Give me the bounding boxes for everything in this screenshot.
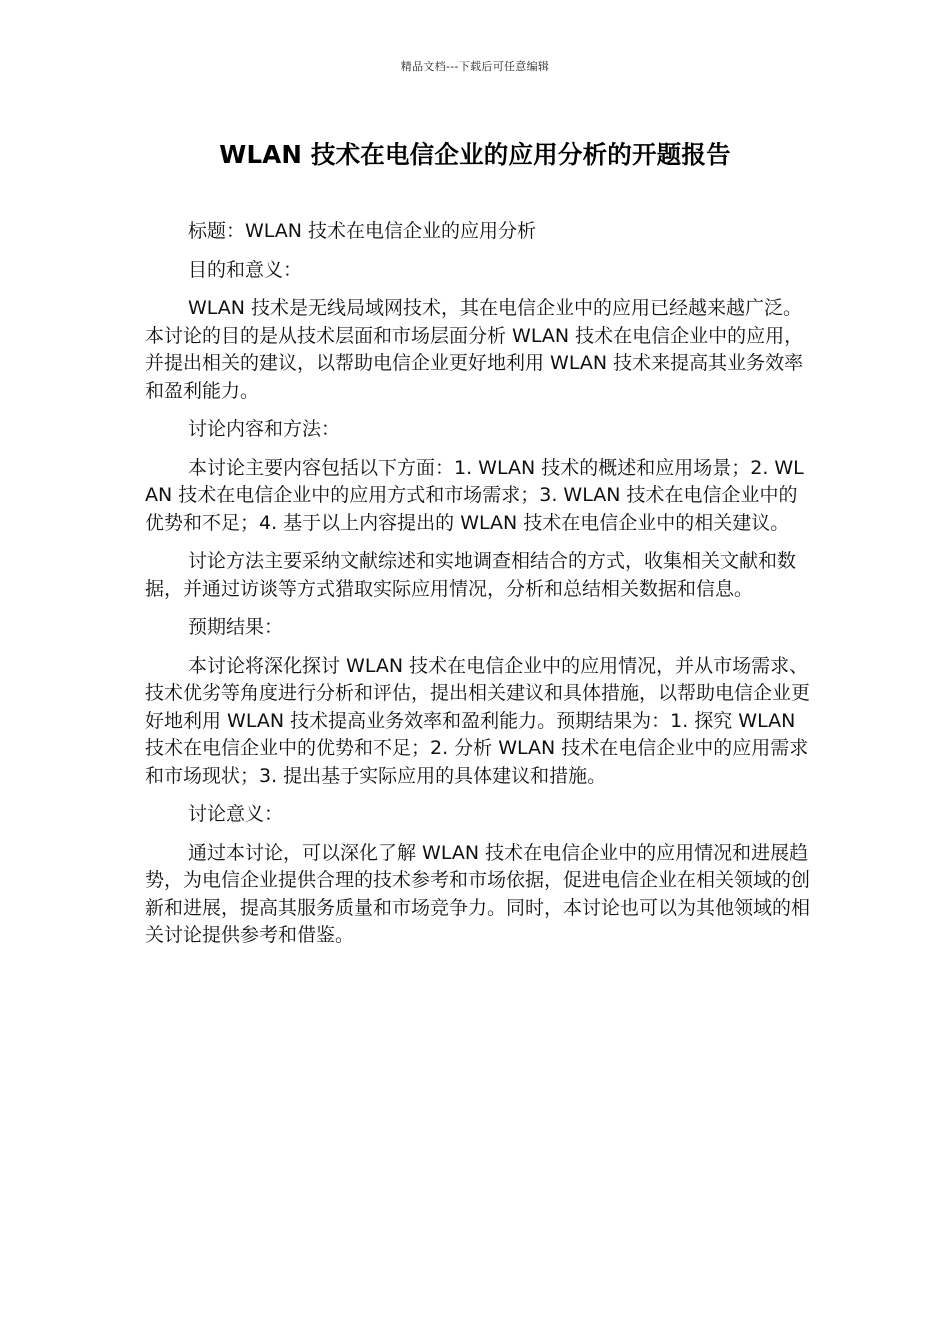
- section-heading-significance: 讨论意义：: [188, 803, 284, 825]
- section-heading-content-methods: 讨论内容和方法：: [188, 418, 341, 440]
- purpose-paragraph: WLAN 技术是无线局域网技术，其在电信企业中的应用已经越来越广泛。本讨论的目的是从技术层面和市场层面分析 WLAN 技术在电信企业中的应用，并提出相关的建议，以帮助电信企业更好地利用 WLAN 技术来提高其业务效率和盈利能力。: [145, 297, 804, 402]
- page-header-watermark: 精品文档---下载后可任意编辑: [400, 60, 550, 73]
- document-body: [145, 218, 810, 961]
- section-heading-expected-results: 预期结果：: [188, 616, 284, 638]
- expected-results-paragraph: 本讨论将深化探讨 WLAN 技术在电信企业中的应用情况，并从市场需求、技术优劣等角度进行分析和评估，提出相关建议和具体措施，以帮助电信企业更好地利用 WLAN 技术提高业务效率和盈利能力。预期结果为：1. 探究 WLAN 技术在电信企业中的优势和不足；2. 分析 WLAN 技术在电信企业中的应用需求和市场现状；3. 提出基于实际应用的具体建议和措施。: [145, 654, 811, 787]
- significance-paragraph: 通过本讨论，可以深化了解 WLAN 技术在电信企业中的应用情况和进展趋势，为电信企业提供合理的技术参考和市场依据，促进电信企业在相关领域的创新和进展，提高其服务质量和市场竞争力。同时，本讨论也可以为其他领域的相关讨论提供参考和借鉴。: [145, 841, 811, 946]
- methods-paragraph: 讨论方法主要采纳文献综述和实地调查相结合的方式，收集相关文献和数据，并通过访谈等方式猎取实际应用情况，分析和总结相关数据和信息。: [145, 550, 797, 600]
- document-title: WLAN 技术在电信企业的应用分析的开题报告: [219, 140, 731, 169]
- content-paragraph: 本讨论主要内容包括以下方面：1. WLAN 技术的概述和应用场景；2. WLAN 技术在电信企业中的应用方式和市场需求；3. WLAN 技术在电信企业中的优势和不足；4. 基于以上内容提出的 WLAN 技术在电信企业中的相关建议。: [145, 456, 804, 534]
- section-heading-purpose: 目的和意义：: [188, 258, 303, 281]
- subject-line: 标题：WLAN 技术在电信企业的应用分析: [188, 220, 537, 242]
